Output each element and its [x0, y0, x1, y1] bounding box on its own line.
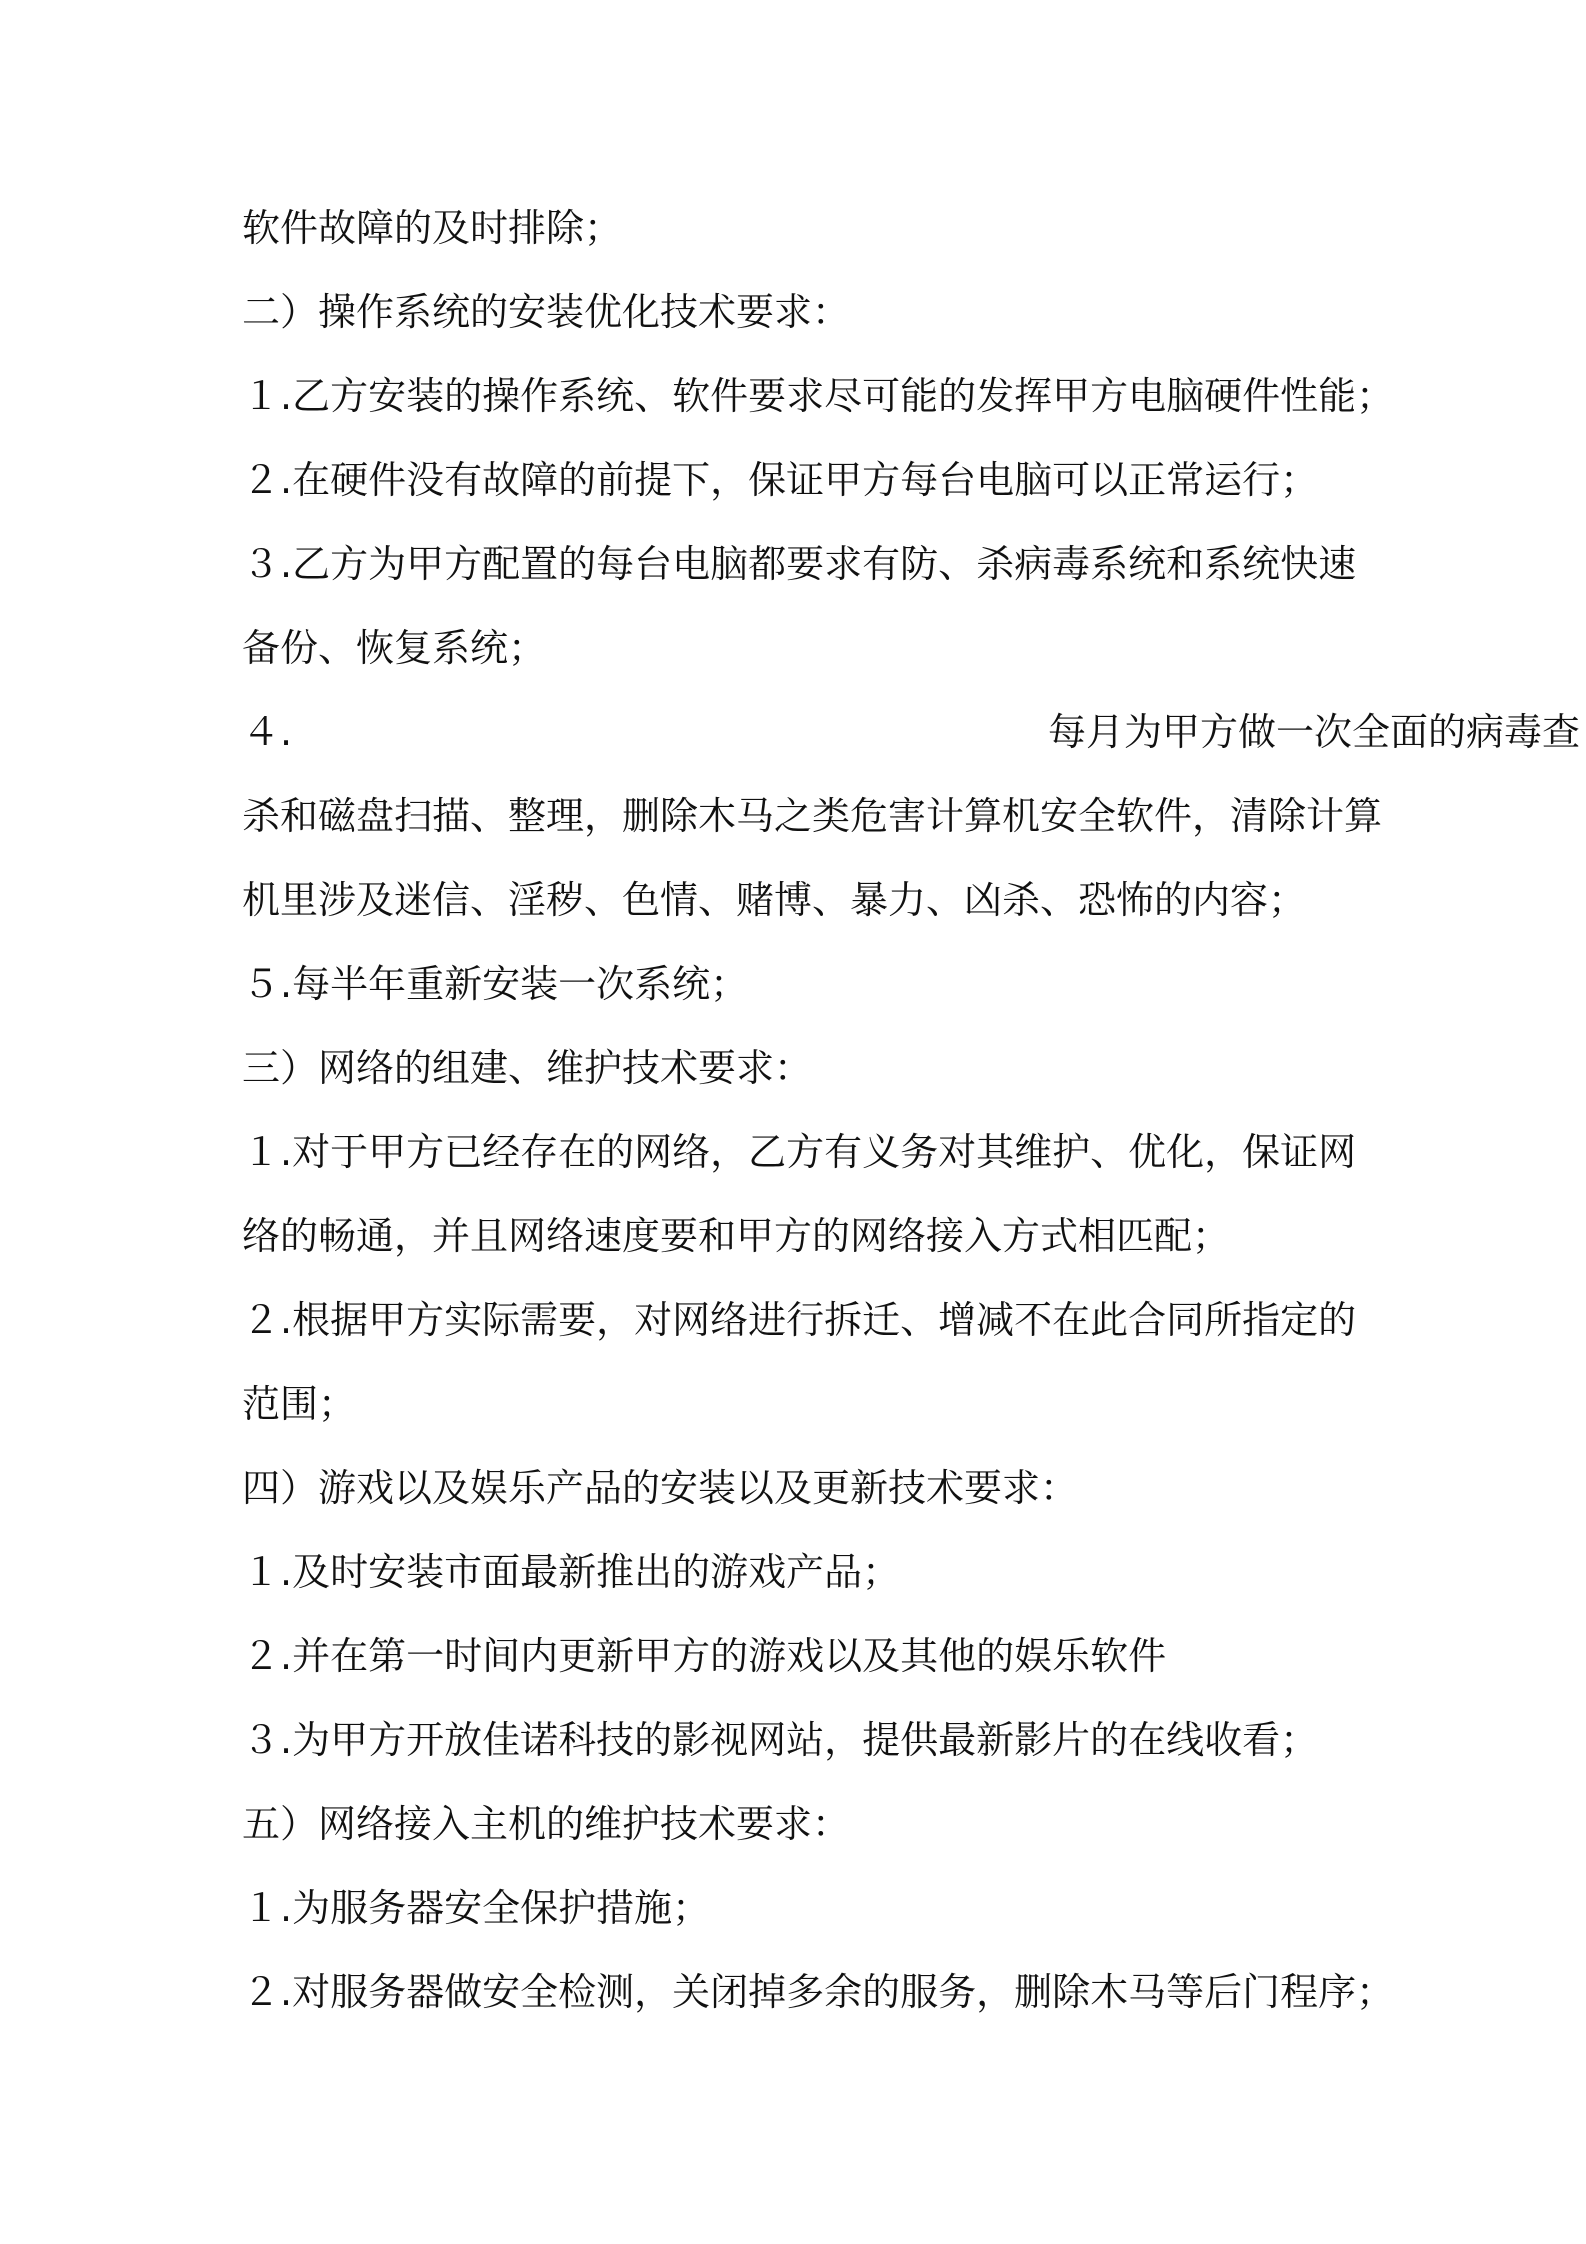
section-heading: 二）操作系统的安装优化技术要求： — [242, 290, 851, 334]
list-number: ４. — [242, 710, 293, 754]
text-line: 范围； — [242, 1382, 357, 1426]
text-line: 络的畅通，并且网络速度要和甲方的网络接入方式相匹配； — [242, 1214, 1231, 1258]
text-line-split — [242, 707, 1581, 757]
text-line: １.乙方安装的操作系统、软件要求尽可能的发挥甲方电脑硬件性能； — [242, 374, 1395, 418]
text-line: ２.并在第一时间内更新甲方的游戏以及其他的娱乐软件 — [242, 1634, 1167, 1678]
text-line: ３.乙方为甲方配置的每台电脑都要求有防、杀病毒系统和系统快速 — [242, 542, 1357, 586]
text-line: 软件故障的及时排除； — [242, 206, 623, 250]
section-heading: 四）游戏以及娱乐产品的安装以及更新技术要求： — [242, 1466, 1079, 1510]
text-line: ３.为甲方开放佳诺科技的影视网站，提供最新影片的在线收看； — [242, 1718, 1319, 1762]
section-heading: 三）网络的组建、维护技术要求： — [242, 1046, 813, 1090]
text-line: 机里涉及迷信、淫秽、色情、赌博、暴力、凶杀、恐怖的内容； — [242, 878, 1307, 922]
text-line: １.对于甲方已经存在的网络，乙方有义务对其维护、优化，保证网 — [242, 1130, 1357, 1174]
text-line: 杀和磁盘扫描、整理，删除木马之类危害计算机安全软件，清除计算 — [242, 794, 1383, 838]
text-line: ２.对服务器做安全检测，关闭掉多余的服务，删除木马等后门程序； — [242, 1970, 1395, 2014]
text-line: １.为服务器安全保护措施； — [242, 1886, 711, 1930]
text-line: ５.每半年重新安装一次系统； — [242, 962, 749, 1006]
text-line: ２.根据甲方实际需要，对网络进行拆迁、增减不在此合同所指定的 — [242, 1298, 1357, 1342]
text-line: １.及时安装市面最新推出的游戏产品； — [242, 1550, 901, 1594]
section-heading: 五）网络接入主机的维护技术要求： — [242, 1802, 851, 1846]
text-fragment: 每月为甲方做一次全面的病毒查 — [1048, 710, 1581, 754]
text-line: ２.在硬件没有故障的前提下，保证甲方每台电脑可以正常运行； — [242, 458, 1319, 502]
text-line: 备份、恢复系统； — [242, 626, 547, 670]
